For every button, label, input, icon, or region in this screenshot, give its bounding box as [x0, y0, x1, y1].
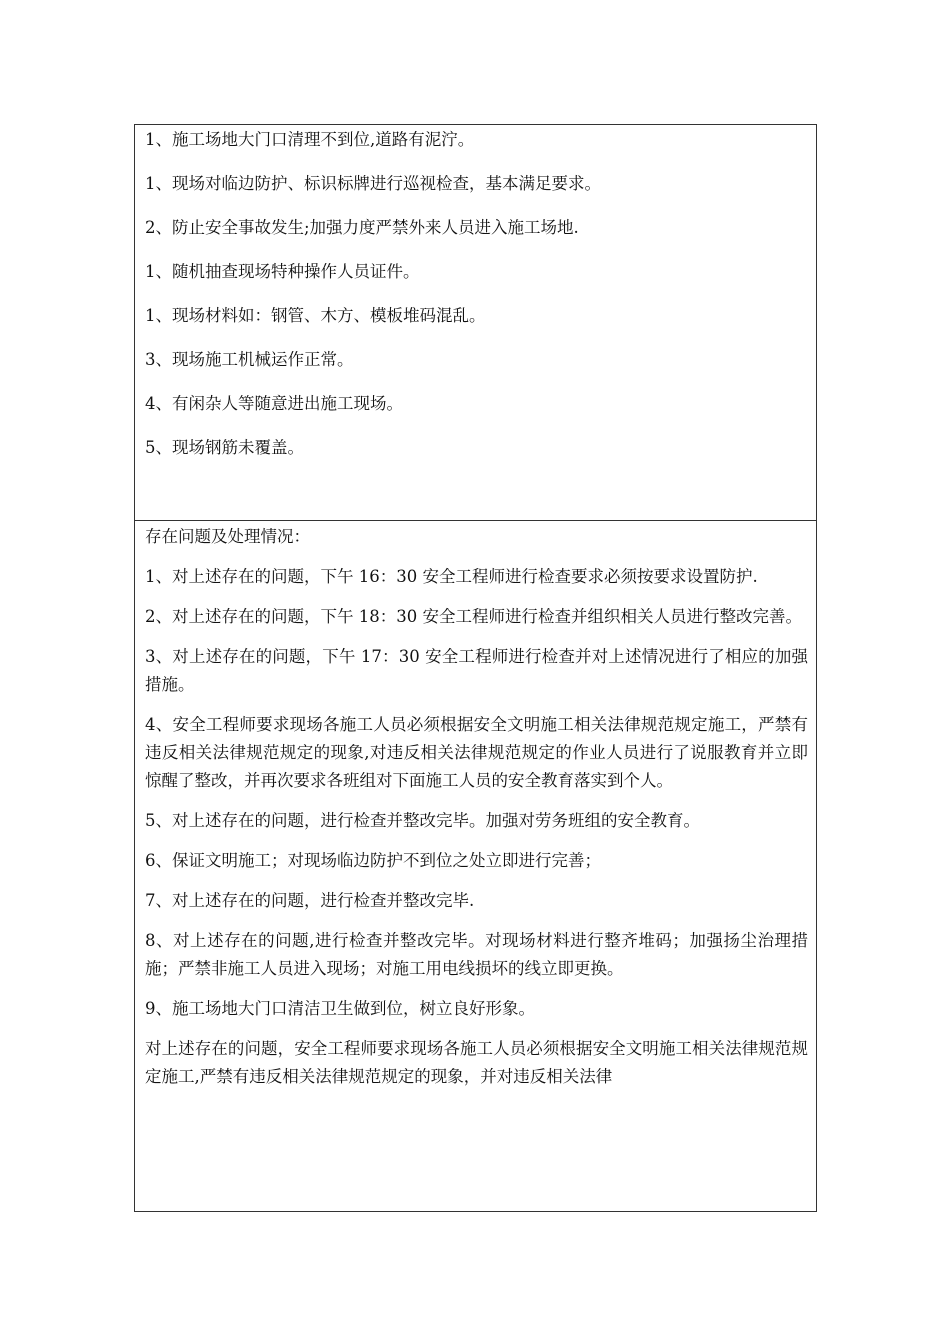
- handling-cell: [135, 521, 816, 1211]
- finding-item: 1、现场对临边防护、标识标牌进行巡视检查，基本满足要求。: [145, 174, 601, 193]
- handling-item: 1、对上述存在的问题，下午 16：30 安全工程师进行检查要求必须按要求设置防护.: [145, 567, 758, 586]
- handling-item: 4、安全工程师要求现场各施工人员必须根据安全文明施工相关法律规范规定施工，严禁有违反相关法律规范规定的现象,对违反相关法律规范规定的作业人员进行了说服教育并立即惊醒了整改，并再次要求各班组对下面施工人员的安全教育落实到个人。: [145, 715, 808, 790]
- finding-item: 2、防止安全事故发生;加强力度严禁外来人员进入施工场地.: [145, 218, 579, 237]
- handling-item: 5、对上述存在的问题，进行检查并整改完毕。加强对劳务班组的安全教育。: [145, 811, 700, 830]
- finding-item: 1、现场材料如：钢管、木方、模板堆码混乱。: [145, 306, 486, 325]
- handling-item: 3、对上述存在的问题，下午 17：30 安全工程师进行检查并对上述情况进行了相应的加强措施。: [145, 647, 808, 694]
- finding-item: 5、现场钢筋未覆盖。: [145, 438, 304, 457]
- inspection-record-table: [134, 124, 817, 1212]
- handling-heading: 存在问题及处理情况：: [145, 527, 310, 546]
- handling-item: 8、对上述存在的问题,进行检查并整改完毕。对现场材料进行整齐堆码；加强扬尘治理措施；严禁非施工人员进入现场；对施工用电线损坏的线立即更换。: [145, 931, 808, 978]
- handling-item: 9、施工场地大门口清洁卫生做到位，树立良好形象。: [145, 999, 535, 1018]
- handling-item: 7、对上述存在的问题，进行检查并整改完毕.: [145, 891, 475, 910]
- handling-summary: 对上述存在的问题，安全工程师要求现场各施工人员必须根据安全文明施工相关法律规范规定施工,严禁有违反相关法律规范规定的现象，并对违反相关法律: [145, 1039, 808, 1086]
- finding-item: 4、有闲杂人等随意进出施工现场。: [145, 394, 403, 413]
- finding-item: 1、随机抽查现场特种操作人员证件。: [145, 262, 420, 281]
- finding-item: 1、施工场地大门口清理不到位,道路有泥泞。: [145, 130, 475, 149]
- inspection-findings-cell: [135, 125, 816, 521]
- handling-item: 2、对上述存在的问题，下午 18：30 安全工程师进行检查并组织相关人员进行整改完善。: [145, 607, 802, 626]
- handling-item: 6、保证文明施工；对现场临边防护不到位之处立即进行完善；: [145, 851, 601, 870]
- finding-item: 3、现场施工机械运作正常。: [145, 350, 354, 369]
